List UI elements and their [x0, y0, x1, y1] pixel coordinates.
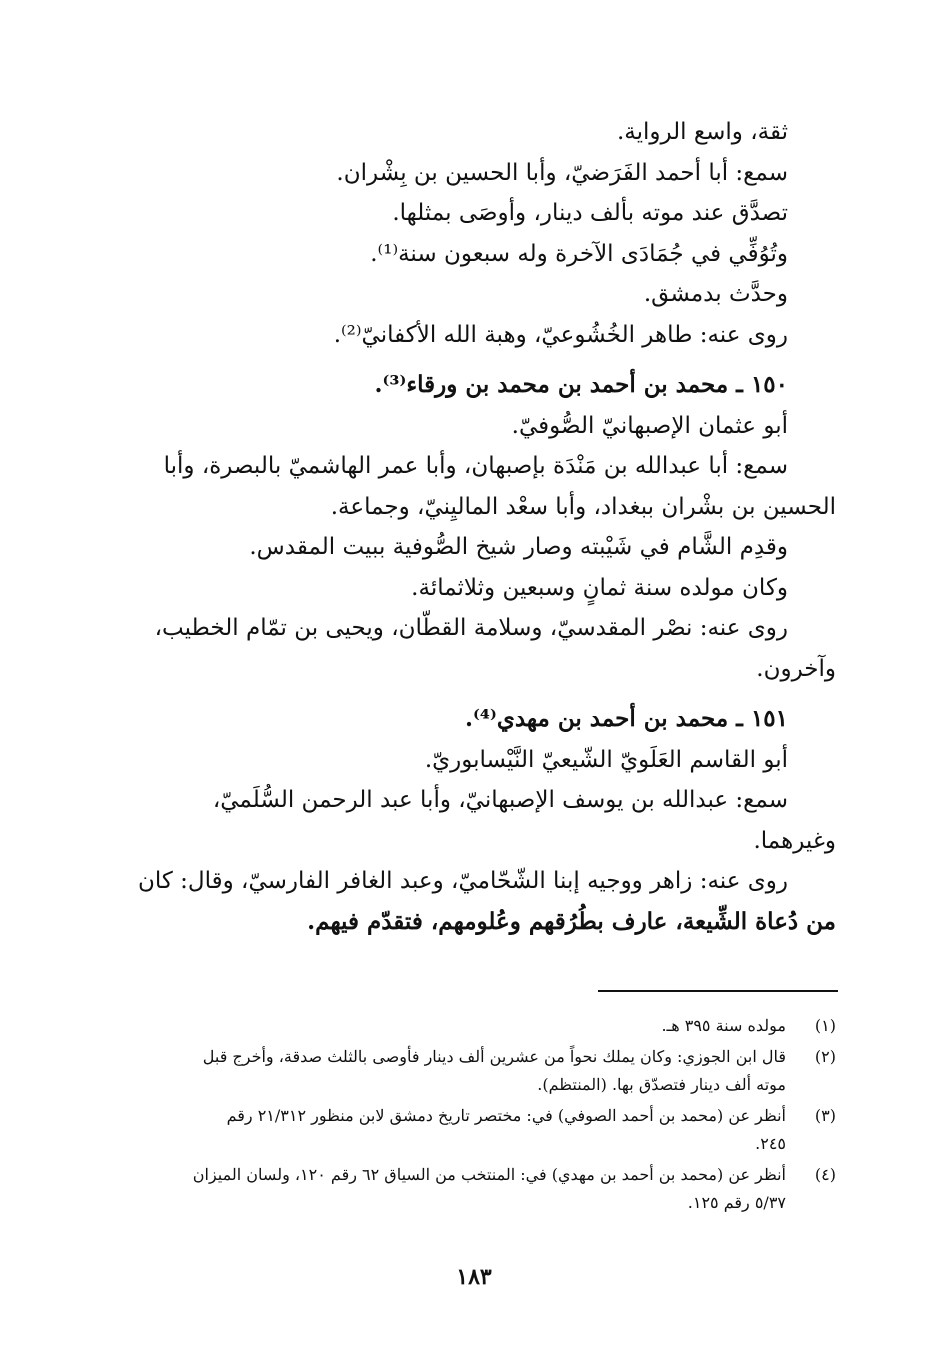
text-line: وتُوُفِّي في جُمَادَى الآخرة وله سبعون سنة⁽¹⁾.: [370, 240, 788, 267]
footnote-text: [112, 1161, 786, 1217]
text-line: الحسين بن بشْران ببغداد، وأبا سعْد الماليِنيّ، وجماعة.: [330, 493, 836, 520]
text-line: أبو عثمان الإصبهانيّ الصُّوفيّ.: [511, 412, 788, 439]
main-text: [112, 112, 836, 942]
footnote-line: أنظر عن (محمد بن أحمد الصوفي) في: مختصر تاريخ دمشق لابن منظور ٢١/٣١٢ رقم: [226, 1106, 786, 1125]
footnote-line: قال ابن الجوزي: وكان يملك نحواً من عشرين ألف دينار فأوصى بالثلث صدقة، وأخرج قبل: [202, 1047, 786, 1066]
footnote-line: ٥/٣٧ رقم ١٢٥.: [687, 1193, 786, 1212]
text-line: روى عنه: نصْر المقدسيّ، وسلامة القطّان، ويحيى بن تمّام الخطيب،: [154, 615, 788, 641]
footnote-line: أنظر عن (محمد بن أحمد بن مهدي) في: المنتخب من السياق ٦٢ رقم ١٢٠، ولسان الميزان: [192, 1165, 786, 1184]
entry-heading: ١٥٠ ـ محمد بن أحمد بن محمد بن ورقاء⁽³⁾.: [374, 371, 788, 398]
footnote-text: [112, 1012, 786, 1040]
text-line: وآخرون.: [756, 655, 836, 682]
footnote: [112, 1161, 836, 1217]
footnote-text: [112, 1102, 786, 1158]
text-line: روى عنه: طاهر الخُشُوعيّ، وهبة الله الأكفانيّ⁽²⁾.: [333, 321, 788, 348]
text-line: وحدَّث بدمشق.: [643, 281, 788, 307]
entry-heading: ١٥١ ـ محمد بن أحمد بن مهدي⁽⁴⁾.: [465, 705, 788, 732]
footnote: [112, 1043, 836, 1099]
text-line: وقدِم الشَّام في شَيْبته وصار شيخ الصُّوفية ببيت المقدس.: [249, 534, 788, 560]
footnote-number: (٤): [814, 1165, 836, 1184]
footnote-line: موته ألف دينار فتصدّق بها. (المنتظم).: [537, 1075, 786, 1094]
footnote-number: (١): [814, 1016, 836, 1035]
footnote-text: [112, 1043, 786, 1099]
footnote-line: ٢٤٥.: [755, 1134, 786, 1153]
text-line: أبو القاسم العَلَويّ الشّيعيّ النَّيْسابوريّ.: [424, 746, 788, 773]
entry-gap: [112, 355, 836, 365]
footnote: [112, 1012, 836, 1040]
footnote-number: (٣): [814, 1106, 836, 1125]
page-number: ١٨٣: [456, 1264, 492, 1290]
entry-gap: [112, 689, 836, 699]
text-line: سمع: أبا أحمد الفَرَضيّ، وأبا الحسين بن بِشْران.: [336, 159, 788, 186]
footnote: [112, 1102, 836, 1158]
footnote-number: (٢): [814, 1047, 836, 1066]
footnote-line: مولده سنة ٣٩٥ هـ.: [661, 1016, 786, 1035]
text-line: وغيرهما.: [753, 827, 836, 854]
text-line: روى عنه: زاهر ووجيه إبنا الشّحّاميّ، وعبد الغافر الفارسيّ، وقال: كان: [138, 868, 788, 894]
text-line: سمع: عبدالله بن يوسف الإصبهانيّ، وأبا عبد الرحمن السُّلَميّ،: [212, 787, 788, 813]
text-line: ثقة، واسع الرواية.: [616, 119, 788, 145]
text-line: وكان مولده سنة ثمانٍ وسبعين وثلاثمائة.: [411, 574, 788, 601]
text-line: سمع: أبا عبدالله بن مَنْدَة بإصبهان، وأبا عمر الهاشميّ بالبصرة، وأبا: [163, 453, 788, 479]
text-line: تصدَّق عند موته بألف دينار، وأوصَى بمثلها.: [392, 200, 788, 226]
text-line: من دُعاة الشِّيعة، عارف بطُرُقهم وعُلومهم، فتقدّم فيهم.: [307, 907, 836, 935]
footnote-separator: [598, 990, 838, 992]
footnotes: [112, 1012, 836, 1220]
